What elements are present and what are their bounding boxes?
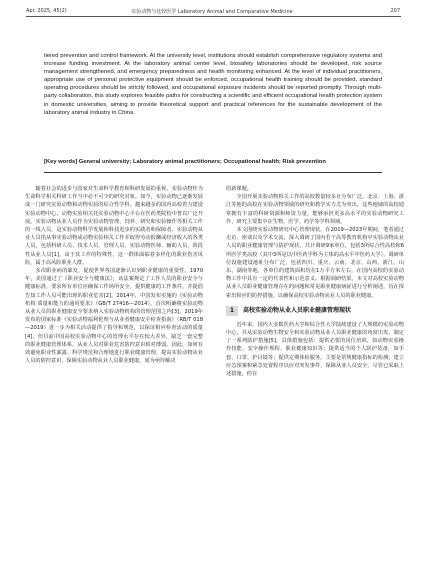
abstract-divider [44,172,382,173]
body-paragraph: 全国开展实验动物相关工作的高校数量较多且分布广泛。北京、上海、浙江等地的高校在实验动物领域的研究和教学实力尤为突出。这些地域的高校通常拥有丰富的科研资源和师资力量，能够承担更多高水平的实验动物研究工作，研究主要集中在生物、医学、药学等学科领域。 [226,194,404,225]
body-paragraph: 的新课题。 [226,186,252,192]
body-paragraph: 多次职业病的暴发，促使世界各国逐渐认识到职业健康的重要性。1970年，美国通过了《职业安全与健康法》，该法案规定了工作人员的职业安全与健康标准，要求所有单位应确保工作场所安全，提供健康的工作条件，并提倡告知工作人员可能出现的职业危害[2]。2014年，中国发布实施的《实验动物机构 质量和能力的通用要求》（GB/T 27416—2014），首次明确将实验动物从业人员的职业健康安全要求纳入实验动物机构的管理范围之内[3]。2019年发布的国家标准《实验动物福利伦理与从业者健康安全检查指南》（RB/T 018—2019）进一步为相关活动提供了指导和规范，以保证相应检查活动的质量[4]。但目前中国高校实验动物中心的管理水平存在较大差异，缺乏一套完整的职业健康管理体系，从业人员对职业危害防控意识相对薄弱。因此，如何有效避免职业性暴露、科学规范和合理地进行职业健康管理，提高实验动物从业人员的防控意识，保障实验动物从业人员职业健康，成为亟待解决 [25,268,203,365]
body-paragraph: 本文围绕实验动物研究中心管理现状，在2019—2023年期间，笔者通过走访、座谈以及学术交流，深入调研了国内若干高等教育机构中实验动物从业人员的职业健康管理与防护现状，共计调研9家单位，包括3所综合性高校和6所医学类高校（其中3所是以中医药学科为主体的高水平中医药大学）。调研单位设施建设地址分布广泛，包括四川、重庆、云南、北京、山西、浙江、山东、湖南等地，各单位的建筑面积均在1万平方米左右，在国内高校的实验动物工作中具有一定的代表性和示范意义。根据调研结果，本文对高校实验动物从业人员职业健康管理存在的问题和常见职业健康病症进行分析阐述，旨在探索出相应的防控措施，以确保高校实验动物从业人员的职业健康。 [226,227,404,299]
running-header [0,0,427,30]
keywords [44,158,382,166]
abstract-text: tiered prevention and control framework. At the university level, institutions should establish comprehensive regulatory systems and increase funding investment. At the laboratory animal center level, biosafety laboratories should be developed, risk source management strengthened, and emergency preparedness and health monitoring enhanced. At the level of individual practitioners, appropriate use of personal protective equipment should be enforced, occupational health training should be provided, standard operating procedures should be strictly followed, and occupational exposure incidents should be reported promptly. Through multi-party collaboration, this study explores feasible paths for constructing a scientific and efficient occupational health protection system in domestic universities, aiming to provide theoretical support and practical references for the sustainable development of the laboratory animal industry in China. [44,53,382,116]
issue-label: Apr. 2025, 45(2) [26,8,67,14]
section-title: 高校实验动物从业人员职业健康管理现状 [243,307,352,315]
body-paragraph: 随着社会的进步与国家对生命科学教育和科研发展的重视，实验动物作为生命科学相关科研工作当中必不可少的研究对象。如今，实验动物已逐渐发展成一门研究实验动物和动物实验的综合性学科。越来越多的国内高校着力建设实验动物中心。动物实验相关托实验动物中心平台在医药类院校中普以广泛开展。实验动物从业人员作为实验动物管理、饲养、研究和实验操作等相关工作的一线人员，是实验动物科学发展和科技进步的实践者和保障者。实验动物从业人员指从事实验动物或动物实验相关工作并取得劳动报酬或经济收入的各类人员，包括科研人员、技术人员、管理人员、实验动物医师、辅助人员、阶段性从业人员[1]，由于其工作的特殊性，这一群体面临着多样化的职业伤害风险，属于高风险职业人群。 [25,186,203,266]
section-number: 1 [226,306,238,316]
right-column [226,185,404,378]
section-heading [226,306,404,316]
keywords-text: General university; Laboratory animal practitioners; Occupational health; Risk prevention [78,159,326,165]
header-rule [26,16,401,17]
body-paragraph: 近年来，国内大多数医药大学和综合性大学陆续建设了大规模的实验动物中心，并从实验动物生物安全和实验动物从业人员职业健康的角度出发，制定了一系列防护措施[5]。具体措施包括：提供必要的岗位培训，如动物实验操作技能、安全操作规程、职业健康知识等；提供适当的个人防护装备，如手套、口罩、护目镜等；提供定期体检服务。主要是常规健康指标的检测；建立应急预案和紧急处置程序以应对突发事件，保障从业人员安全。尽管已采取上述措施，但在 [226,321,404,378]
journal-name: 实验动物与比较医学 Laboratory Animal and Comparative Medicine [131,9,293,15]
page-number: 207 [390,8,400,14]
left-column [25,185,203,365]
keywords-label: [Key words] [44,159,78,165]
